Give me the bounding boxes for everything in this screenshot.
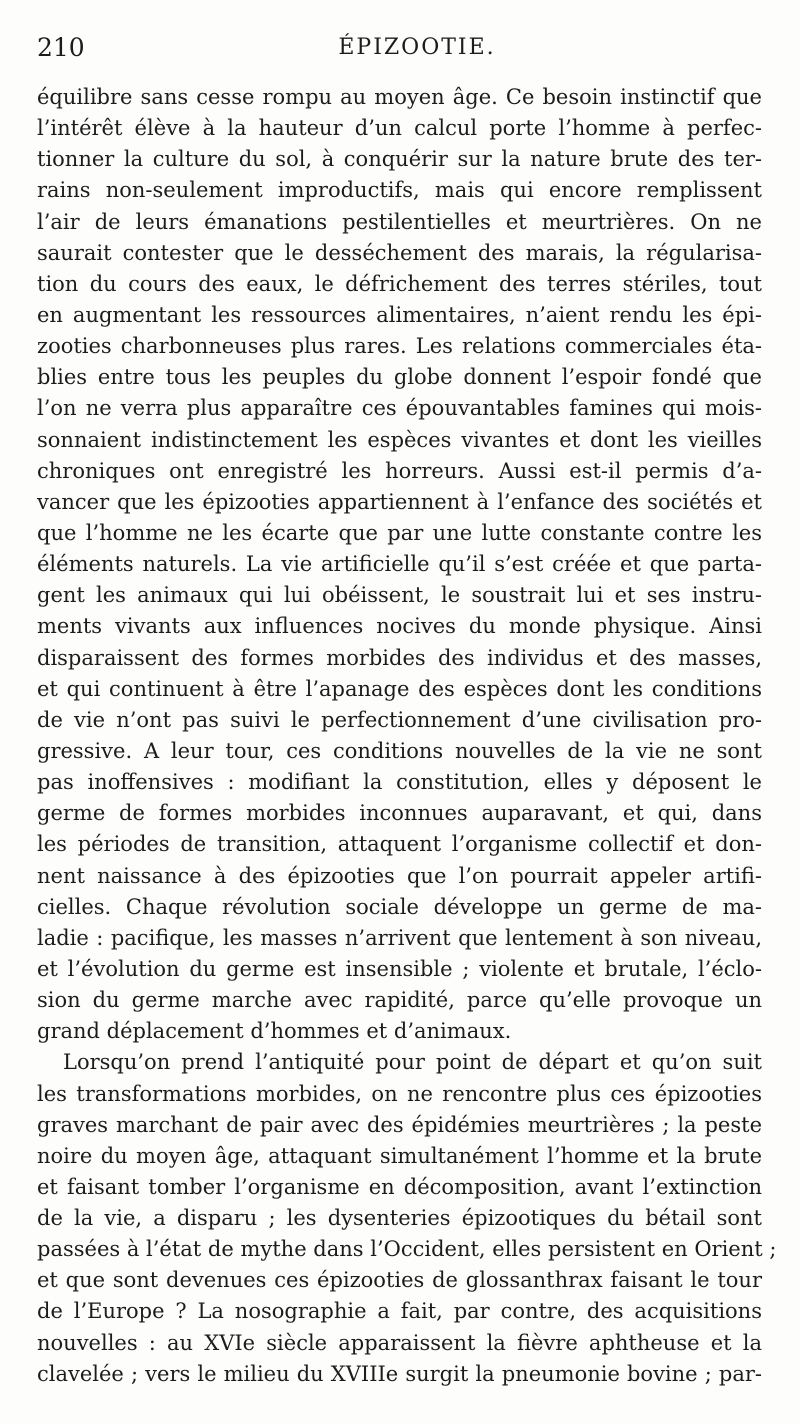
text-line: et faisant tomber l’organisme en décomposition, avant l’extinction: [37, 1174, 762, 1199]
text-line: ladie : pacifique, les masses n’arrivent que lentement à son niveau,: [37, 925, 762, 950]
text-line: les périodes de transition, attaquent l’organisme collectif et don-: [37, 832, 762, 857]
text-line: en augmentant les ressources alimentaires, n’aient rendu les épi-: [37, 302, 762, 327]
text-line: chroniques ont enregistré les horreurs. Aussi est-il permis d’a-: [37, 458, 762, 483]
text-line: l’air de leurs émanations pestilentielles et meurtrières. On ne: [37, 209, 762, 234]
text-line: de la vie, a disparu ; les dysenteries épizootiques du bétail sont: [37, 1206, 762, 1231]
text-line: graves marchant de pair avec des épidémies meurtrières ; la peste: [37, 1112, 762, 1137]
page-header: [37, 30, 757, 66]
text-line: de l’Europe ? La nosographie a fait, par contre, des acquisitions: [37, 1299, 762, 1324]
text-line: ments vivants aux influences nocives du monde physique. Ainsi: [37, 614, 762, 639]
text-line: pas inoffensives : modifiant la constitution, elles y déposent le: [37, 770, 762, 795]
text-line: et que sont devenues ces épizooties de glossanthrax faisant le tour: [37, 1268, 762, 1293]
text-line: cielles. Chaque révolution sociale développe un germe de ma-: [37, 894, 762, 919]
running-title: ÉPIZOOTIE.: [338, 35, 496, 60]
text-line: germe de formes morbides inconnues auparavant, et qui, dans: [37, 801, 762, 826]
text-line: Lorsqu’on prend l’antiquité pour point de départ et qu’on suit: [63, 1050, 762, 1075]
text-line: vancer que les épizooties appartiennent à l’enfance des sociétés et: [37, 489, 762, 514]
text-line: rains non-seulement improductifs, mais qui encore remplissent: [37, 178, 762, 203]
text-line: gent les animaux qui lui obéissent, le soustrait lui et ses instru-: [37, 583, 762, 608]
text-line: disparaissent des formes morbides des individus et des masses,: [37, 645, 762, 670]
text-line: blies entre tous les peuples du globe donnent l’espoir fondé que: [37, 365, 762, 390]
text-line: noire du moyen âge, attaquant simultanément l’homme et la brute: [37, 1143, 762, 1168]
text-line: grand déplacement d’hommes et d’animaux.: [37, 1019, 512, 1044]
text-line: éléments naturels. La vie artificielle qu’il s’est créée et que parta-: [37, 552, 762, 577]
text-line: et l’évolution du germe est insensible ; violente et brutale, l’éclo-: [37, 956, 762, 981]
text-line: équilibre sans cesse rompu au moyen âge. Ce besoin instinctif que: [37, 85, 762, 109]
text-line: les transformations morbides, on ne rencontre plus ces épizooties: [37, 1081, 762, 1106]
text-line: zooties charbonneuses plus rares. Les relations commerciales éta-: [37, 334, 762, 359]
text-line: l’intérêt élève à la hauteur d’un calcul porte l’homme à perfec-: [37, 116, 762, 141]
text-line: tion du cours des eaux, le défrichement des terres stériles, tout: [37, 271, 762, 296]
page-number: 210: [37, 33, 85, 62]
text-line: nent naissance à des épizooties que l’on pourrait appeler artifi-: [37, 863, 762, 888]
text-line: passées à l’état de mythe dans l’Occident, elles persistent en Orient ;: [37, 1237, 777, 1262]
text-line: gressive. A leur tour, ces conditions nouvelles de la vie ne sont: [37, 738, 762, 763]
text-line: sonnaient indistinctement les espèces vivantes et dont les vieilles: [37, 427, 762, 452]
text-line: tionner la culture du sol, à conquérir sur la nature brute des ter-: [37, 147, 762, 172]
text-line: saurait contester que le desséchement des marais, la régularisa-: [37, 240, 762, 265]
text-line: clavelée ; vers le milieu du XVIIIe surgit la pneumonie bovine ; par-: [37, 1361, 762, 1386]
text-line: de vie n’ont pas suivi le perfectionnement d’une civilisation pro-: [37, 707, 762, 732]
body-text: [37, 82, 777, 1390]
text-line: l’on ne verra plus apparaître ces épouvantables famines qui mois-: [37, 396, 762, 421]
text-line: que l’homme ne les écarte que par une lutte constante contre les: [37, 520, 762, 545]
text-line: nouvelles : au XVIe siècle apparaissent la fièvre aphtheuse et la: [37, 1330, 762, 1355]
text-line: sion du germe marche avec rapidité, parce qu’elle provoque un: [37, 988, 762, 1013]
text-line: et qui continuent à être l’apanage des espèces dont les conditions: [37, 676, 762, 701]
